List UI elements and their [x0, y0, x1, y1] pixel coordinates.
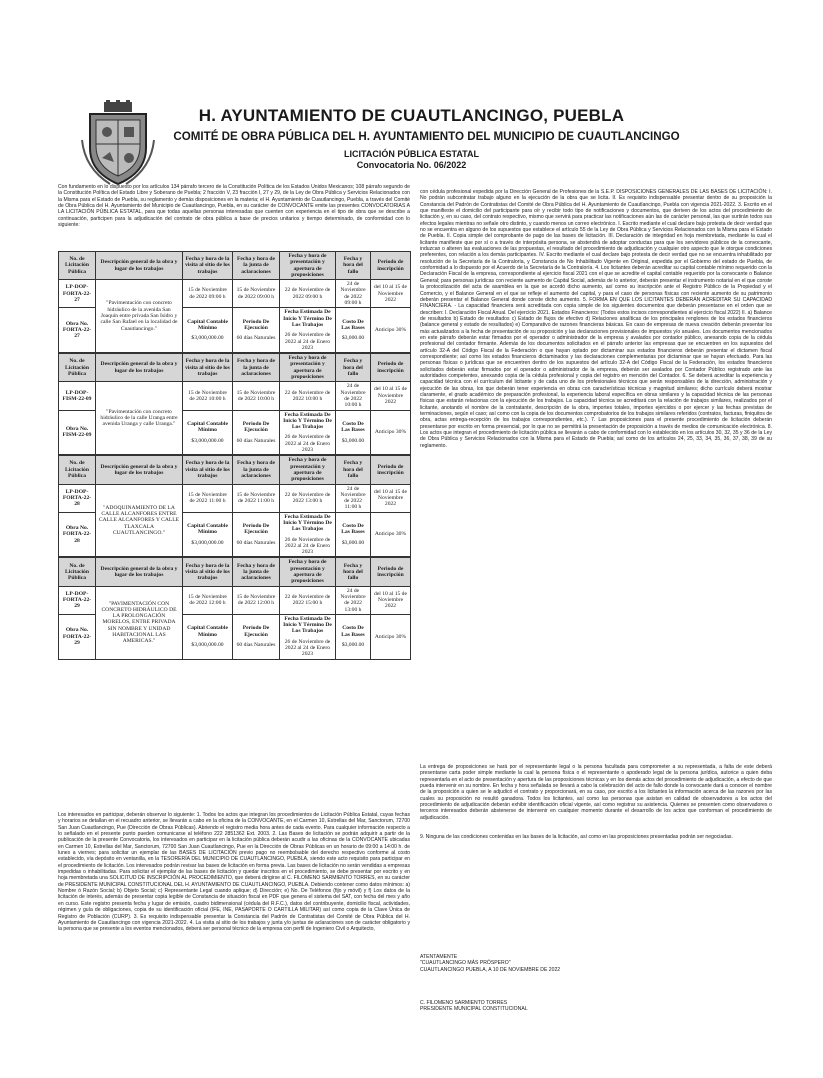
- table-header: Fecha y hora de la junta de aclaraciones: [233, 558, 280, 586]
- opening-date-text: 22 de Noviembre de 2022 09:00 h: [284, 287, 331, 300]
- registration-period-text: del 10 al 15 de Noviembre 2022: [374, 590, 407, 610]
- licitacion-type: LICITACIÓN PÚBLICA ESTATAL: [344, 149, 479, 159]
- table-header: Fecha y hora del fallo: [336, 354, 371, 382]
- min-capital-value: $3,000,000.00: [191, 437, 224, 444]
- advance-payment: [371, 410, 411, 455]
- opening-date: [280, 280, 336, 308]
- table-header: Fecha y hora de presentación y apertura de proposiciones: [280, 558, 336, 586]
- table-header: No. de Licitación Pública: [59, 252, 96, 280]
- execution-period: [233, 308, 280, 353]
- bases-cost-label: Costo De Las Bases: [341, 523, 365, 536]
- execution-period: [233, 410, 280, 455]
- table-header: Fecha y hora de presentación y apertura de proposiciones: [280, 456, 336, 484]
- bases-cost-value: $3,000.00: [341, 641, 365, 648]
- table-header: Periodo de inscripción: [371, 456, 411, 484]
- ruling-date: [336, 484, 371, 512]
- estimated-dates-value: 26 de Noviembre de 2022 al 24 de Enero 2023: [284, 434, 331, 454]
- opening-date-text: 22 de Noviembre de 2022 10:00 h: [284, 389, 331, 402]
- site-visit-date-text: 15 de Noviembre de 2022 12:00 h: [188, 593, 227, 607]
- proposal-delivery: La entrega de proposiciones se hará por el representante legal o la persona facultada para comprometer a su representada, a falta de este deberá presentarse carta poder simple mediante la cual la persona física o el representante o apoderado legal de la persona jurídica, autorice a quien deba representarla en el acto de presentación y apertura de las proposiciones técnicas y en los demás actos del procedimiento de adjudicación, a efecto de que pueda intervenir en su nombre. En fecha y hora señalada se llevará a cabo la celebración del acto de fallo donde la convocante dará a conocer el nombre de la proposición a quien se le adjudicó el contrato y proporcionará, en su caso, por escrito a los licitantes la información acerca de las razones por las cuales su proposición no resultó ganadora. Todos los licitantes, así como las personas que asistan en calidad de observadores a los actos del procedimiento de adjudicación deberán exhibir identificación oficial vigente, así como registrar su asistencia. Quienes se presenten como observadores o terceros interesados deberán abstenerse de intervenir en cualquier momento durante el desarrollo de los actos que conforman el procedimiento de adjudicación.: [420, 764, 772, 821]
- tender-description: [96, 484, 183, 557]
- advance-payment-text: Anticipo 30%: [374, 633, 407, 640]
- bases-cost: [336, 512, 371, 557]
- bases-cost-value: $3,000.00: [341, 335, 365, 342]
- tender-table: [58, 251, 411, 353]
- tenders-tables: [58, 251, 410, 660]
- advance-payment: [371, 512, 411, 557]
- table-header: Periodo de inscripción: [371, 558, 411, 586]
- table-header: Fecha y hora de presentación y apertura de proposiciones: [280, 354, 336, 382]
- site-visit-date-text: 15 de Noviembre de 2022 11:00 h: [188, 491, 227, 505]
- signer-name: C. FILOMENO SARMIENTO TORRES: [420, 1000, 508, 1006]
- signer-title: PRESIDENTE MUNICIPAL CONSTITUCIONAL: [420, 1006, 528, 1013]
- table-header: Descripción general de la obra y lugar de los trabajos: [96, 558, 183, 586]
- clarification-date-text: 15 de Noviembre de 2022 12:00 h: [236, 593, 276, 607]
- clarification-date-text: 15 de Noviembre de 2022 11:00 h: [236, 491, 276, 505]
- work-number-text: Obra No. FORTA-22-29: [62, 627, 92, 646]
- table-header: Fecha y hora de la visita al sitio de los trabajos: [183, 252, 233, 280]
- execution-period-value: 60 días Naturales: [236, 335, 276, 342]
- tender-table: [58, 455, 411, 557]
- clarification-date-text: 15 de Noviembre de 2022 10:00 h: [236, 389, 276, 402]
- min-capital: [183, 410, 233, 455]
- tender-table: [58, 557, 411, 659]
- advance-payment-text: Anticipo 30%: [374, 429, 407, 436]
- work-number: [59, 512, 96, 557]
- min-capital: [183, 614, 233, 659]
- table-header: No. de Licitación Pública: [59, 456, 96, 484]
- table-header: Descripción general de la obra y lugar de los trabajos: [96, 354, 183, 382]
- estimated-dates-value: 26 de Noviembre de 2022 al 24 de Enero 2023: [284, 638, 331, 658]
- call-heading: [0, 149, 823, 171]
- table-header: Fecha y hora de la visita al sitio de los trabajos: [183, 558, 233, 586]
- registration-period: [371, 382, 411, 410]
- bases-cost-label: Costo De Las Bases: [341, 318, 365, 332]
- estimated-dates: [280, 614, 336, 659]
- table-header: Fecha y hora del fallo: [336, 558, 371, 586]
- execution-period: [233, 614, 280, 659]
- site-visit-date: [183, 484, 233, 512]
- table-header: Fecha y hora de la junta de aclaraciones: [233, 456, 280, 484]
- participation-rules: Los interesados en participar, deberán observar lo siguiente: 1. Todos los actos que integran los procedimientos de Licitación Pública Estatal, cuyas fechas y horarios se detallan en el recuadro anterior, se llevarán a cabo en la oficina de la CONVOCANTE, en el Carmen 10, Estrellas del Mar, Sanctorum, 72700 San Juan Cuautlancingo, Pue (Dirección de Obras Públicas). Abriendo el registro media hora antes de cada evento. Para cualquier información respecto a lo señalado en el presente punto pueden comunicarse al teléfono 222 2851362 Ext. 2003. 2. Las Bases de licitación se podrán adquirir a partir de la publicación de la presente Convocatoria, los interesados en participar en la licitación pública deberán acudir a las oficinas de la CONVOCANTE ubicadas en Carmen 10, Estrellas del Mar, Sanctorum, 72700 San Juan Cuautlancingo, Pue en la Dirección de Obras Públicas en un horario de 09:00 a 14:00 h. de lunes a viernes; para solicitar un ejemplar de las BASES DE LICITACIÓN previo pago no reembolsable del derecho respectivo conforme al costo establecido, vía depósito en ventanilla, en la TESORERÍA DEL MUNICIPIO DE CUAUTLANCINGO, PUEBLA, siendo este acto requisito para participar en el procedimiento de licitación. Los interesados podrán revisar las bases de licitación en forma previa. Las bases de licitación no serán vendidas a empresas impedidas o inhabilitadas. Para solicitar el ejemplar de las bases de licitación y quedar inscritos en el procedimiento, se debe presentar por escrito y en hoja membretada una SOLICITUD DE INSCRIPCIÓN AL PROCEDIMIENTO, que deberá dirigirse al C. FILOMENO SARMIENTO TORRES, en su carácter de PRESIDENTE MUNICIPAL CONSTITUCIONAL DEL H. AYUNTAMIENTO DE CUAUTLANCINGO, PUEBLA. Debiendo contener como datos mínimos: a) Nombre ó Razón Social; b) Objeto Social; c) Representante Legal cuando aplique; d) Dirección; e) No. De Teléfonos (fijo y móvil) y f) Los datos de la licitación de interés, además de presentar copia legible de Constancia de situación fiscal en PDF que genera el sistema del SAT, con fecha del mes y año en curso. Este registro presenta fecha y lugar de emisión, cuadro bidimensional (cédula del R.F.C.), datos del contribuyente, domicilio fiscal, actividades, régimen y guía de obligaciones, copia de su identificación oficial (IFE, INE, PASAPORTE O CARTILLA MILITAR) así como copia de la Clave Única de Registro de Población (CURP). 3. Es requisito indispensable presentar la Constancia del Padrón de Contratistas del Comité de Obra Pública del H. Ayuntamiento de Cuautlancingo con vigencia 2021-2022. 4. La visita al sitio de los trabajos y junta y/o juntas de aclaraciones son de carácter obligatorio y la persona que se presente a los eventos mencionados, deberá ser personal técnico de la empresa con perfil de Ingeniero Civil o Arquitecto,: [58, 812, 410, 933]
- min-capital: [183, 512, 233, 557]
- work-number: [59, 308, 96, 353]
- tender-description-text: "PAVIMENTACIÓN CON CONCRETO HIDRÁULICO DE LA PROLONGACIÓN MORELOS, ENTRE PRIVADA SIN NOMBRE Y UNIDAD HABITACIONAL LAS AMERICAS.": [101, 600, 177, 645]
- tender-description: [96, 382, 183, 455]
- clarification-date: [233, 280, 280, 308]
- estimated-dates-value: 26 de Noviembre de 2022 al 24 de Enero 2023: [284, 332, 331, 351]
- intro-paragraph: Con fundamento en lo dispuesto por los artículos 134 párrafo tercero de la Constitución Política de los Estados Unidos Mexicanos; 108 párrafo segundo de la Constitución Política del Estado Libre y Soberano de Puebla; 2 fracción V, 23 fracción I, 27 y 29, de la Ley de Obra Pública y Servicios Relacionados con la Misma para el Estado de Puebla, su reglamento y demás disposiciones en la materia; el H. Ayuntamiento de Cuautlancingo, Puebla, a través del Comité de Obra Pública del H. Ayuntamiento del Municipio de Cuautlancingo, Puebla, en su carácter de CONVOCANTE emite las presentes CONVOCATORIAS A LA LICITACIÓN PÚBLICA ESTATAL, para que todas aquellas personas interesadas que cuenten con experiencia en el tipo de obra que se describe a continuación, participen para la adjudicación del contrato de obra pública a base de precios unitarios y tiempo determinado, de conformidad con lo siguiente:: [58, 184, 410, 229]
- tender-number: [59, 484, 96, 512]
- registration-period: [371, 586, 411, 614]
- ruling-date-text: 24 de Noviembre de 2022 13:00 h: [340, 587, 366, 613]
- site-visit-date: [183, 280, 233, 308]
- opening-date: [280, 484, 336, 512]
- table-row: [59, 484, 411, 512]
- ruling-date-text: 24 de Noviembre de 2022 09:00 h: [340, 281, 366, 307]
- work-number: [59, 410, 96, 455]
- tender-description: [96, 586, 183, 659]
- ruling-date-text: 24 de Noviembre de 2022 10:00 h: [340, 383, 366, 409]
- min-capital-value: $3,000,000.00: [191, 641, 224, 648]
- registration-period-text: del 10 al 15 de Noviembre 2022: [374, 488, 407, 508]
- clarification-date: [233, 382, 280, 410]
- bases-cost: [336, 308, 371, 353]
- registration-period: [371, 484, 411, 512]
- tender-description-text: "Pavimentación con concreto hidráulico de la calle Uranga entre avenida Uranga y calle Uranga.": [100, 408, 178, 428]
- estimated-dates: [280, 410, 336, 455]
- table-header: Fecha y hora de presentación y apertura de proposiciones: [280, 252, 336, 280]
- clarification-date: [233, 484, 280, 512]
- min-capital-value: $3,000,000.00: [191, 335, 224, 342]
- ruling-date: [336, 382, 371, 410]
- estimated-dates-value: 26 de Noviembre de 2022 al 24 de Enero 2023: [284, 536, 331, 556]
- estimated-dates-label: Fecha Estimada De Inicio Y Término De Los Trabajos: [283, 411, 332, 431]
- bases-cost-value: $3,000.00: [341, 539, 365, 546]
- table-header: Fecha y hora de la visita al sitio de los trabajos: [183, 354, 233, 382]
- tender-number-text: LP-DOP-FISM-22-09: [62, 389, 92, 402]
- table-header: Fecha y hora de la junta de aclaraciones: [233, 354, 280, 382]
- table-row: [59, 586, 411, 614]
- min-capital-value: $3,000,000.00: [191, 539, 224, 546]
- work-number: [59, 614, 96, 659]
- table-header: Descripción general de la obra y lugar de los trabajos: [96, 456, 183, 484]
- work-number-text: Obra No. FORTA-22-27: [62, 320, 92, 340]
- bases-cost-label: Costo De Las Bases: [341, 625, 365, 638]
- table-header: No. de Licitación Pública: [59, 354, 96, 382]
- execution-period-value: 60 días Naturales: [236, 437, 276, 444]
- committee-subtitle: COMITÉ DE OBRA PÚBLICA DEL H. AYUNTAMIENTO DEL MUNICIPIO DE CUAUTLANCINGO: [173, 130, 680, 143]
- no-negotiation-clause: 9. Ninguna de las condiciones contenidas en las bases de la licitación, así como en las proposiciones presentadas podrán ser negociadas.: [420, 834, 733, 840]
- site-visit-date-text: 15 de Noviembre de 2022 10:00 h: [188, 389, 227, 402]
- bases-cost: [336, 614, 371, 659]
- min-capital-label: Capital Contable Mínimo: [187, 625, 228, 638]
- general-provisions: con cédula profesional expedida por la Dirección General de Profesiones de la S.E.P. DISPOSICIONES GENERALES DE LAS BASES DE LICITACIÓN: I. No podrán subcontratar trabajo alguno en la ejecución de la obra que se licita. II. Es requisito indispensable presentar dentro de su proposición la Constancia del Padrón de Contratistas del Comité de Obra Pública del H. Ayuntamiento de Cuautlancingo, Puebla con vigencia 2021-2022. 3. Escrito en el que manifieste el domicilio del participante para oír y recibir todo tipo de notificaciones y documentos, que deriven de los actos del procedimiento de licitación y, en su caso, del contrato respectivo, mismo que servirá para practicar las notificaciones aún las de carácter personal, las que surtirán todos sus efectos legales mientras no señale otro distinto, y cuando menos un correo electrónico. I. Escrito mediante el cual declare bajo protesta de decir verdad que no se encuentra en alguno de los supuestos que establece el artículo 55 de la Ley de Obra Pública y Servicios Relacionados con la Misma para el Estado de Puebla. II. Copia simple del comprobante de pago de las bases de licitación. III. Declaración de integridad en hoja membretada, mediante la cual el licitante manifieste que por sí o a través de interpósita persona, se abstendrá de adoptar conductas para que los servidores públicos de la convocante, induzcan o alteren las evaluaciones de las propuestas, el resultado del procedimiento de adjudicación y cualquier otro aspecto que le otorgue condiciones preferentes, con relación a los demás participantes. IV. Escrito mediante el cual declare bajo protesta de decir verdad que no se encuentra inhabilitado por resolución de la Secretaría de la Contraloría, y Constancia de No Inhabilitado Vigente en Original, expedida por el Gobierno del estado de Puebla, de conformidad a lo dispuesto por el Acuerdo de la Secretaría de la Contraloría. 4. Los licitantes deberán acreditar su capital contable mínimo requerido con la Declaración Fiscal de la empresa, correspondiente al ejercicio fiscal 2021 con el que se acredite el capital contable requerido por la convocante o Balance General; para personas jurídicas con reciente aumento de Capital Social, además de lo anterior, deberán presentar el instrumento notarial en el que conste la protocolización del acta de asamblea en la que se acordó dicho aumento, así como su inscripción ante el Registro Público de la Propiedad y el Comercio, y el Balance General en el que se refleje el aumento del capital, y para el caso de personas físicas con reciente aumento de su patrimonio deberán presentar el Balance General donde conste dicho aumento. 5. FORMA EN QUE LOS LICITANTES DEBERÁN ACREDITAR SU CAPACIDAD FINANCIERA. - La capacidad financiera será acreditada con copia simple de los siguientes documentos que deberán presentarse en el orden que se describen: I. Declaración Fiscal Anual. Del ejercicio 2021. Estados Financieros: (Todos estos incisos correspondientes al ejercicio fiscal 2022) II. a) Balance de resultados b) Estado de resultados c) Estado de flujos de efectivo d) Relaciones analíticas de los principales renglones de los estados financieros (balance general y estado de resultados) e) Comparativo de razones financieras básicas. En caso de empresas de nueva creación deberán presentar los más actualizados a la fecha de presentación de su proposición y las declaraciones provisionales de impuestos y/o anuales. Los documentos mencionados en este párrafo deberán estar firmados por el operador o administrador de la empresa y avalados por contador público, anexando copia de la cédula profesional del contador firmante. Además de los documentos solicitados en el párrafo anterior las empresas que se encuentren en los supuestos del artículo 32-A del Código Fiscal de la Federación o que hayan optado por dictaminar sus estados financieros deberán presentar el dictamen fiscal correspondiente; así como los estados financieros dictaminados y las declaraciones complementarias por dictaminar que se hayan efectuado. Para las personas físicas o jurídicas que se encuentren dentro de los supuestos del artículo 32-A del Código Fiscal de la Federación, los estados financieros solicitados deberán estar firmados por el operador o administrador de la empresa, deberán ser avalados por Contador Público registrado ante las autoridades competentes, anexando copia de la cédula profesional y copia del registro en mención del Contador. 6. Se deberá acreditar la experiencia y capacidad técnica con el currículum del licitante y de cada uno de los profesionales técnicos que serán responsables de la dirección, administración y ejecución de las obras, los que deberán tener experiencia en obras con características técnicas y magnitud similares; dicho currículo deberá mostrar claramente, el grado académico de preparación profesional, la experiencia laboral específica en obras similares y la capacidad técnica de las personas físicas que estarán relacionas con la ejecución de los trabajos. La capacidad técnica se acreditará con la relación de trabajos similares, realizados por el licitante, anotando el nombre de la contratante, descripción de la obra, importes totales, importes ejercidos o por ejercer y las fechas previstas de terminaciones, según el caso; así como con la copia de los documentos comprobatorios de los trabajos similares referidos (contratos, facturas, finiquitos de obra, actas entrega-recepción de los trabajos correspondientes, etc.). 7. Las proposiciones para el presente procedimiento de licitación deberán presentarse por escrito en forma presencial, por lo que no se permitirá la presentación de proposición a través de medios de comunicación electrónica. 8. Los actos que integran el procedimiento de licitación pública se llevarán a cabo de conformidad con lo establecido en los artículos 30, 32, 35 y 36 de la Ley de Obra Pública y Servicios Relacionados con la Misma para el Estado de Puebla; así como de los artículos 24, 25, 33, 34, 35, 36, 37, 38, 39 de su reglamento.: [420, 189, 772, 449]
- estimated-dates-label: Fecha Estimada De Inicio Y Término De Los Trabajos: [283, 615, 332, 635]
- bases-cost: [336, 410, 371, 455]
- tender-number-text: LP-DOP-FORTA-22-29: [62, 590, 92, 610]
- tender-description-text: "ADOQUINAMIENTO DE LA CALLE ALCANFORES ENTRE CALLE ALCANFORES Y CALLE TLAXCALA CUAUTLANCINGO.": [98, 504, 180, 536]
- min-capital-label: Capital Contable Mínimo: [187, 420, 228, 434]
- page-title: H. AYUNTAMIENTO DE CUAUTLANCINGO, PUEBLA: [198, 106, 625, 125]
- work-number-text: Obra No. FISM-22-09: [62, 426, 92, 439]
- bases-cost-value: $3,000.00: [341, 437, 365, 444]
- execution-period-label: Periodo De Ejecución: [242, 625, 270, 638]
- site-visit-date-text: 15 de Noviembre de 2022 09:00 h: [188, 287, 227, 300]
- execution-period-label: Periodo De Ejecución: [242, 523, 270, 536]
- table-header: Fecha y hora del fallo: [336, 456, 371, 484]
- tender-number-text: LP-DOP-FORTA-22-27: [62, 284, 92, 303]
- registration-period-text: del 10 al 15 de Noviembre 2022: [374, 284, 407, 303]
- closing-fecha: CUAUTLANCINGO PUEBLA, A 10 DE NOVIEMBRE DE 2022: [420, 966, 561, 973]
- closing-atentamente: ATENTAMENTE: [420, 954, 458, 960]
- table-row: [59, 382, 411, 410]
- site-visit-date: [183, 586, 233, 614]
- execution-period-label: Periodo De Ejecución: [242, 420, 270, 434]
- estimated-dates: [280, 308, 336, 353]
- table-header: Descripción general de la obra y lugar de los trabajos: [96, 252, 183, 280]
- opening-date: [280, 586, 336, 614]
- clarification-date: [233, 586, 280, 614]
- min-capital-label: Capital Contable Mínimo: [187, 318, 228, 332]
- advance-payment-text: Anticipo 30%: [374, 531, 407, 538]
- advance-payment: [371, 614, 411, 659]
- execution-period-value: 60 días Naturales: [236, 641, 276, 648]
- site-visit-date: [183, 382, 233, 410]
- tender-number: [59, 382, 96, 410]
- registration-period-text: del 10 al 15 de Noviembre 2022: [374, 386, 407, 406]
- ruling-date: [336, 280, 371, 308]
- advance-payment-text: Anticipo 30%: [374, 327, 407, 334]
- table-row: [59, 280, 411, 308]
- ruling-date: [336, 586, 371, 614]
- execution-period-label: Periodo De Ejecución: [242, 318, 270, 332]
- estimated-dates-label: Fecha Estimada De Inicio Y Término De Los Trabajos: [283, 309, 332, 328]
- tender-number: [59, 586, 96, 614]
- min-capital-label: Capital Contable Mínimo: [187, 523, 228, 536]
- work-number-text: Obra No. FORTA-22-28: [62, 525, 92, 544]
- convocatoria-number: Convocatoria No. 06/2022: [356, 160, 467, 170]
- bases-cost-label: Costo De Las Bases: [341, 420, 365, 434]
- closing-lema: "CUAUTLANCINGO MÁS PRÓSPERO": [420, 960, 511, 967]
- tender-description-text: "Pavimentación con concreto hidráulico de la avenida San Joaquín entre privada San Isidro y calle San Rafael en la localidad de Cuautlancingo.": [100, 300, 178, 332]
- estimated-dates-label: Fecha Estimada De Inicio Y Término De Los Trabajos: [283, 513, 332, 533]
- table-header: Periodo de inscripción: [371, 252, 411, 280]
- tender-number: [59, 280, 96, 308]
- tender-description: [96, 280, 183, 353]
- min-capital: [183, 308, 233, 353]
- tender-number-text: LP-DOP-FORTA-22-28: [62, 488, 92, 508]
- execution-period-value: 60 días Naturales: [236, 539, 276, 546]
- ruling-date-text: 24 de Noviembre de 2022 11:00 h: [340, 485, 366, 511]
- opening-date-text: 22 de Noviembre de 2022 13:00 h: [284, 491, 331, 505]
- table-header: No. de Licitación Pública: [59, 558, 96, 586]
- opening-date: [280, 382, 336, 410]
- estimated-dates: [280, 512, 336, 557]
- table-header: Fecha y hora del fallo: [336, 252, 371, 280]
- table-header: Periodo de inscripción: [371, 354, 411, 382]
- table-header: Fecha y hora de la junta de aclaraciones: [233, 252, 280, 280]
- advance-payment: [371, 308, 411, 353]
- clarification-date-text: 15 de Noviembre de 2022 09:00 h: [236, 287, 276, 300]
- registration-period: [371, 280, 411, 308]
- opening-date-text: 22 de Noviembre de 2022 15:00 h: [284, 593, 331, 607]
- execution-period: [233, 512, 280, 557]
- table-header: Fecha y hora de la visita al sitio de los trabajos: [183, 456, 233, 484]
- tender-table: [58, 353, 411, 455]
